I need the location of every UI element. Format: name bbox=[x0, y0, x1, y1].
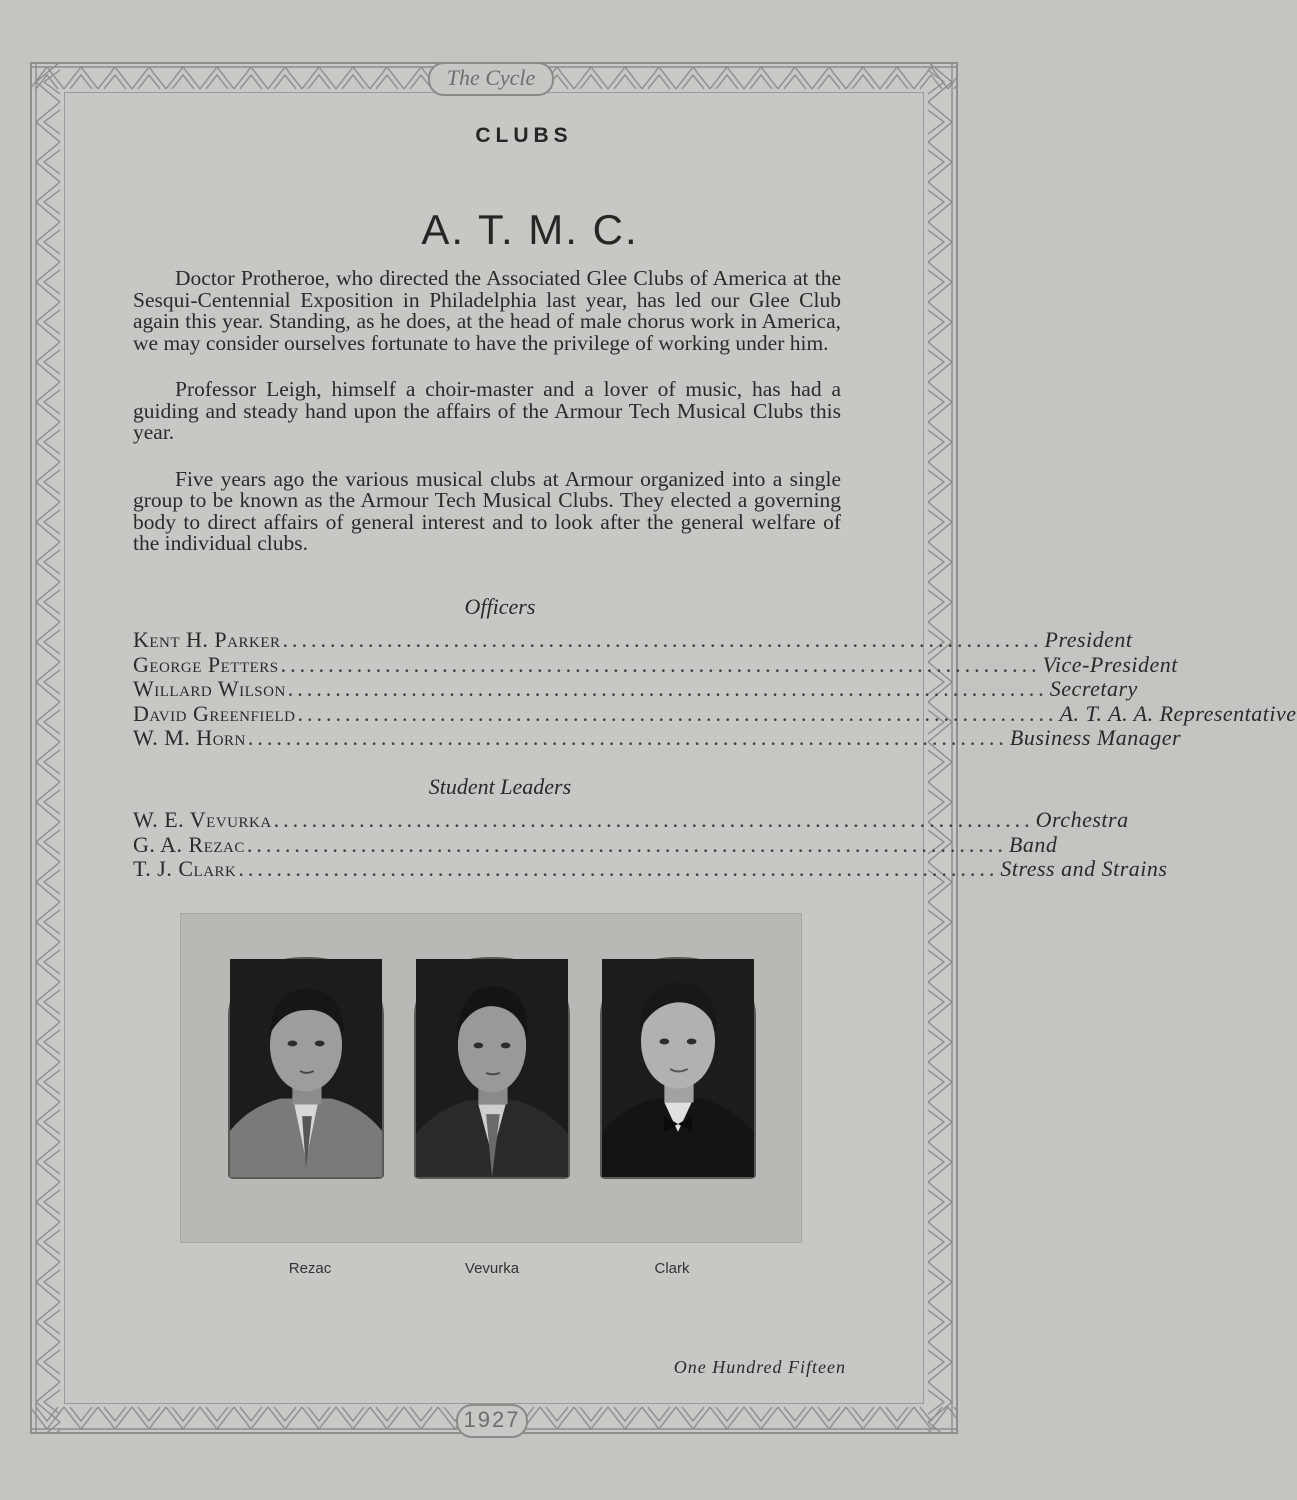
leader-dots: ................................................................................ bbox=[280, 651, 1041, 677]
portrait-photo bbox=[414, 957, 570, 1179]
leader-dots: ................................................................................ bbox=[238, 856, 999, 881]
ornamental-border-left bbox=[30, 62, 64, 1434]
year-cartouche: 1927 bbox=[456, 1404, 528, 1438]
officer-role: Secretary bbox=[1049, 676, 1138, 701]
officer-name: Willard Wilson bbox=[133, 676, 286, 701]
leader-row bbox=[133, 807, 1129, 833]
officer-name: David Greenfield bbox=[133, 700, 296, 726]
officer-row bbox=[133, 676, 1138, 702]
leader-row bbox=[133, 831, 1058, 858]
leader-dots: ................................................................................ bbox=[287, 676, 1048, 701]
paragraph: Doctor Protheroe, who directed the Associated Glee Clubs of America at the Sesqui-Centennial Exposition in Philadelphia last year, has led our Glee Club again this year. Standing, as he does, at the head of male chorus work in America, we may consider ourselves fortunate to have the privilege of working under him. bbox=[133, 266, 841, 355]
officer-name: W. M. Horn bbox=[133, 725, 246, 750]
yearbook-name-cartouche: The Cycle bbox=[428, 62, 554, 96]
leader-role: Orchestra bbox=[1035, 807, 1129, 832]
officer-name: George Petters bbox=[133, 651, 279, 677]
officer-row bbox=[133, 651, 1178, 678]
leader-dots: ................................................................................ bbox=[297, 700, 1058, 726]
leader-name: W. E. Vevurka bbox=[133, 807, 272, 832]
leader-dots: ................................................................................ bbox=[246, 831, 1007, 857]
student-leaders-heading: Student Leaders bbox=[428, 774, 572, 799]
paragraph: Five years ago the various musical clubs at Armour organized into a single group to be known as the Armour Tech Musical Clubs. They elected a governing body to direct affairs of general interest and to look after the general welfare of the individual clubs. bbox=[133, 466, 841, 555]
officer-name: Kent H. Parker bbox=[133, 627, 281, 652]
leader-role: Stress and Strains bbox=[1000, 856, 1168, 881]
body-text bbox=[133, 268, 841, 580]
officer-role: Vice-President bbox=[1042, 651, 1178, 677]
portrait-photo bbox=[600, 957, 756, 1179]
portrait-photo bbox=[228, 957, 384, 1179]
officer-role: Business Manager bbox=[1009, 725, 1182, 750]
student-leaders-list bbox=[133, 807, 1168, 882]
officers-heading: Officers bbox=[464, 594, 536, 619]
leader-role: Band bbox=[1008, 831, 1058, 857]
officer-row bbox=[133, 700, 1297, 727]
leader-row bbox=[133, 856, 1168, 882]
leader-dots: ................................................................................ bbox=[273, 807, 1034, 832]
leader-dots: ................................................................................ bbox=[247, 725, 1008, 750]
officer-role: A. T. A. A. Representative bbox=[1059, 700, 1297, 726]
photo-caption: Clark bbox=[654, 1260, 690, 1277]
officers-list bbox=[133, 627, 1297, 751]
photo-caption: Vevurka bbox=[464, 1260, 520, 1277]
officer-row bbox=[133, 627, 1133, 653]
club-title: A. T. M. C. bbox=[421, 206, 639, 253]
leader-dots: ................................................................................ bbox=[282, 627, 1043, 652]
leader-name: G. A. Rezac bbox=[133, 831, 245, 857]
leader-name: T. J. Clark bbox=[133, 856, 237, 881]
page-number: One Hundred Fifteen bbox=[673, 1357, 846, 1377]
officer-row bbox=[133, 725, 1182, 751]
officer-role: President bbox=[1044, 627, 1133, 652]
paragraph: Professor Leigh, himself a choir-master and a lover of music, has had a guiding and steady hand upon the affairs of the Armour Tech Musical Clubs this year. bbox=[133, 377, 841, 444]
section-heading: CLUBS bbox=[475, 124, 573, 147]
photo-caption: Rezac bbox=[288, 1260, 332, 1277]
